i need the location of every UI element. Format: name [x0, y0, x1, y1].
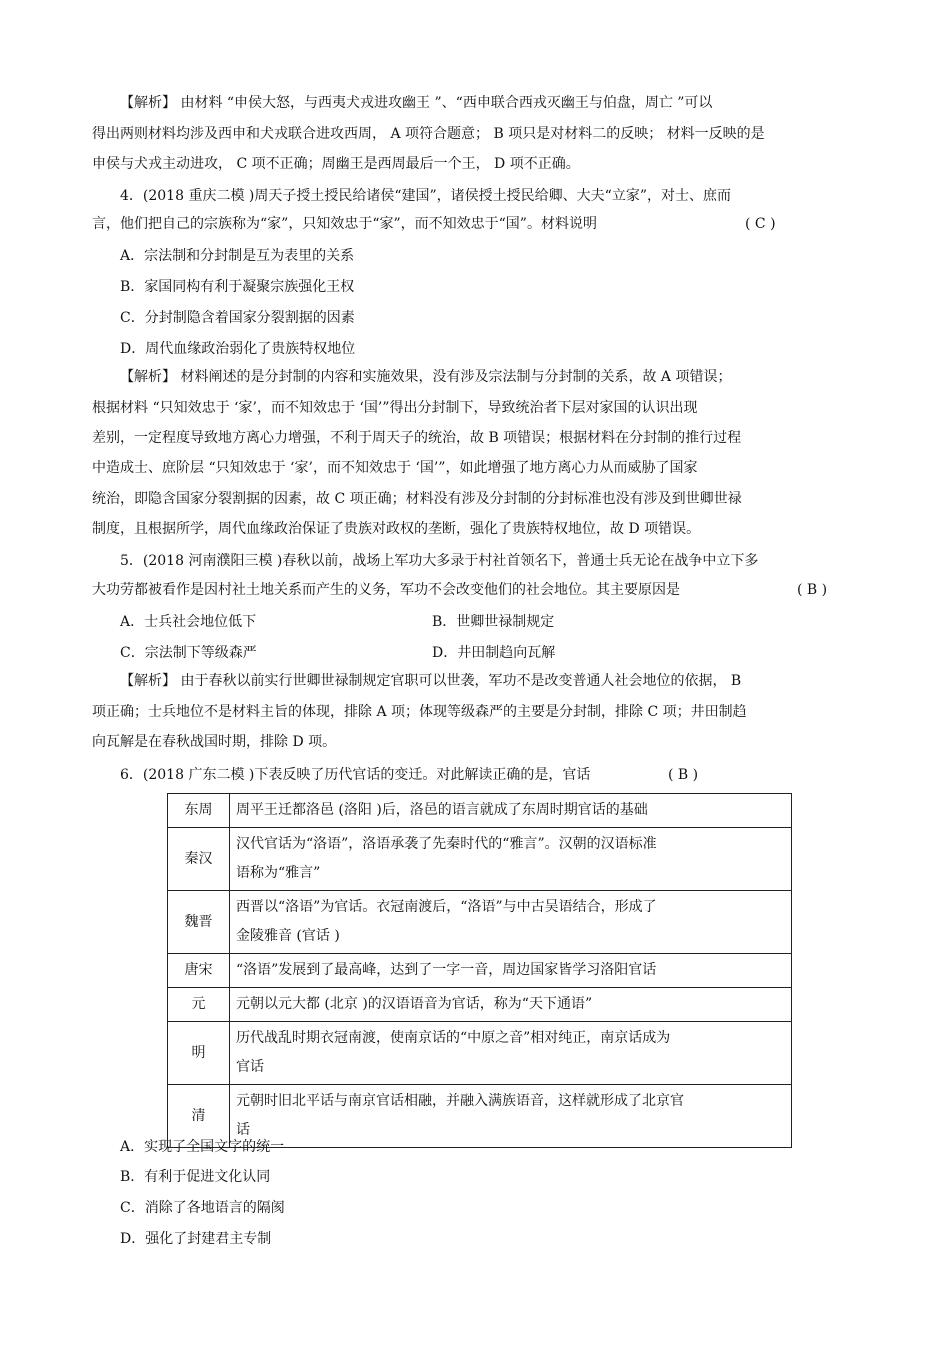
table-row: [168, 1022, 792, 1085]
question-4-analysis: 根据材料 “只知效忠于 ‘家’，而不知效忠于 ‘国’”得出分封制下，导致统治者下层对家国的认识出现: [92, 400, 698, 416]
table-desc-cell: [229, 891, 791, 954]
question-6-option-a: A．实现了全国文字的统一: [120, 1139, 285, 1155]
table-era-cell: 魏晋: [168, 891, 230, 954]
question-4-option-b: B．家国同构有利于凝聚宗族强化王权: [120, 279, 355, 295]
question-4-analysis: 中造成士、庶阶层 “只知效忠于 ‘家’，而不知效忠于 ‘国’”，如此增强了地方离心力从而威胁了国家: [92, 460, 698, 476]
table-desc-text: 元朝时旧北平话与南京官话相融，并融入满族语音，这样就形成了北京官: [235, 1093, 684, 1109]
question-5-stem: 大功劳都被看作是因村社土地关系而产生的义务，军功不会改变他们的社会地位。其主要原因是: [92, 582, 680, 598]
question-4-analysis: 【解析】 材料阐述的是分封制的内容和实施效果，没有涉及宗法制与分封制的关系，故 A 项错误；: [120, 369, 732, 385]
analysis-line: 【解析】 由材料 “申侯大怒，与西夷犬戎进攻幽王 ”、“西申联合西戎灭幽王与伯盘，周亡 ”可以: [120, 95, 713, 111]
table-desc-text: 西晋以“洛语”为官话。衣冠南渡后，“洛语”与中古吴语结合，形成了: [235, 899, 657, 915]
question-4-option-a: A．宗法制和分封制是互为表里的关系: [120, 248, 355, 264]
table-era-cell: 元: [168, 988, 230, 1022]
table-row: [168, 891, 792, 954]
table-desc-text: 语称为“雅言”: [235, 865, 321, 881]
question-5-analysis: 向瓦解是在春秋战国时期，排除 D 项。: [92, 734, 337, 750]
table-desc-text: 话: [235, 1122, 250, 1138]
question-5-answer: ( B ): [797, 582, 828, 598]
table-era-cell: 唐宋: [168, 954, 230, 988]
analysis-line: 得出两则材料均涉及西申和犬戎联合进攻西周， A 项符合题意； B 项只是对材料二的反映； 材料一反映的是: [92, 126, 765, 142]
question-4-stem: 言，他们把自己的宗族称为“家”，只知效忠于“家”，而不知效忠于“国”。材料说明: [92, 216, 597, 232]
question-6-option-d: D．强化了封建君主专制: [120, 1231, 272, 1247]
question-4-analysis: 制度，且根据所学，周代血缘政治保证了贵族对政权的垄断，强化了贵族特权地位，故 D 项错误。: [92, 521, 701, 537]
table-row: [168, 988, 792, 1022]
table-desc-cell: [229, 954, 791, 988]
analysis-line: 申侯与犬戎主动进攻， C 项不正确；周幽王是西周最后一个王， D 项不正确。: [92, 156, 580, 172]
table-era-cell: 明: [168, 1022, 230, 1085]
table-desc-text: 汉代官话为“洛语”，洛语承袭了先秦时代的“雅言”。汉朝的汉语标准: [235, 836, 657, 852]
question-6-stem: 6．(2018 广东二模 )下表反映了历代官话的变迁。对此解读正确的是，官话: [120, 767, 591, 783]
question-5-analysis: 项正确；士兵地位不是材料主旨的体现，排除 A 项；体现等级森严的主要是分封制，排除 C 项；井田制趋: [92, 704, 747, 720]
table-desc-cell: [229, 794, 791, 828]
question-5-option-c: C．宗法制下等级森严: [120, 645, 257, 661]
question-4-answer: ( C ): [745, 216, 776, 232]
table-desc-cell: [229, 988, 791, 1022]
question-6-option-c: C．消除了各地语言的隔阂: [120, 1200, 285, 1216]
question-5-option-a: A．士兵社会地位低下: [120, 614, 257, 630]
question-4-option-d: D．周代血缘政治弱化了贵族特权地位: [120, 341, 356, 357]
table-desc-text: 官话: [235, 1059, 264, 1075]
question-4-stem: 4．(2018 重庆二模 )周天子授土授民给诸侯“建国”，诸侯授土授民给卿、大夫“立家”，对士、庶而: [120, 188, 731, 204]
question-5-option-d: D．井田制趋向瓦解: [432, 645, 556, 661]
table-row: [168, 954, 792, 988]
table-era-cell: 清: [168, 1085, 230, 1148]
question-4-analysis: 差别，一定程度导致地方离心力增强，不利于周天子的统治，故 B 项错误；根据材料在分封制的推行过程: [92, 430, 742, 446]
table-desc-cell: [229, 1022, 791, 1085]
table-desc-cell: [229, 1085, 791, 1148]
question-5-analysis: 【解析】 由于春秋以前实行世卿世禄制规定官职可以世袭，军功不是改变普通人社会地位的依据， B: [120, 673, 742, 689]
table-desc-text: 元朝以元大都 (北京 )的汉语语音为官话，称为“天下通语”: [235, 996, 593, 1012]
question-6-option-b: B．有利于促进文化认同: [120, 1169, 271, 1185]
table-desc-text: 金陵雅音 (官话 ): [235, 928, 340, 944]
table-row: [168, 794, 792, 828]
question-5-option-b: B．世卿世禄制规定: [432, 614, 555, 630]
table-desc-cell: [229, 828, 791, 891]
table-desc-text: “洛语”发展到了最高峰，达到了一字一音，周边国家皆学习洛阳官话: [235, 962, 657, 978]
table-era-cell: 东周: [168, 794, 230, 828]
question-4-analysis: 统治，即隐含国家分裂割据的因素，故 C 项正确；材料没有涉及分封制的分封标准也没有涉及到世卿世禄: [92, 491, 742, 507]
question-4-option-c: C．分封制隐含着国家分裂割据的因素: [120, 310, 355, 326]
question-6-answer: ( B ): [668, 767, 699, 783]
table-desc-text: 历代战乱时期衣冠南渡，使南京话的“中原之音”相对纯正，南京话成为: [235, 1030, 671, 1046]
mandarin-history-table: [167, 793, 792, 1148]
table-desc-text: 周平王迁都洛邑 (洛阳 )后，洛邑的语言就成了东周时期官话的基础: [235, 802, 648, 818]
table-row: [168, 828, 792, 891]
table-era-cell: 秦汉: [168, 828, 230, 891]
question-5-stem: 5．(2018 河南濮阳三模 )春秋以前，战场上军功大多录于村社首领名下，普通士兵无论在战争中立下多: [120, 553, 759, 569]
